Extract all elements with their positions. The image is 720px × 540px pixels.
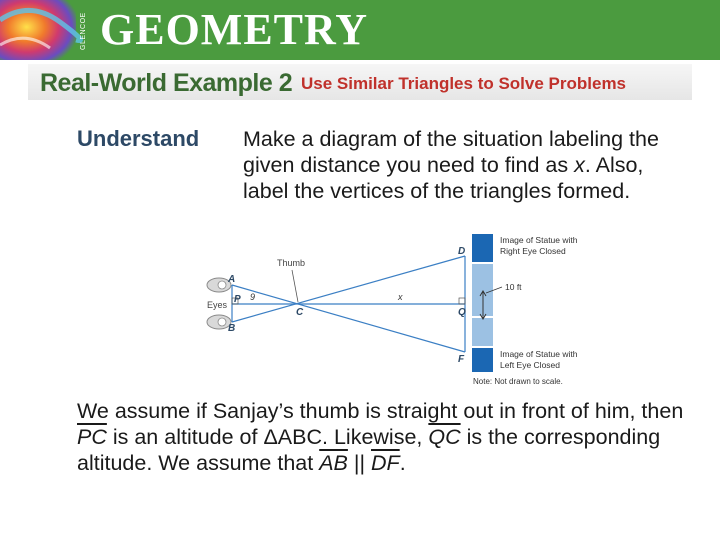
example-label: Real-World Example 2 xyxy=(40,69,293,97)
line-a-to-f xyxy=(232,285,465,352)
example-subtitle: Use Similar Triangles to Solve Problems xyxy=(301,74,627,93)
line-b-to-d xyxy=(232,256,465,322)
segment-ab-text: $\overline{AB}$ xyxy=(319,451,348,475)
diagram-note: Note: Not drawn to scale. xyxy=(473,377,563,386)
right-angle-mark-q xyxy=(459,298,465,304)
segment-qc: $\overline{QC}$ xyxy=(428,425,461,449)
step-text-part: . Also, label the vertices of the triangles formed. xyxy=(243,153,644,203)
vertex-p-label: P xyxy=(234,294,241,305)
conclusion-part: is the corresponding altitude. We assume that xyxy=(77,425,661,475)
thumb-distance-label: 9 xyxy=(250,292,256,302)
example-banner xyxy=(28,64,692,100)
conclusion-part: is an altitude of ΔABC. Likewise, xyxy=(106,425,429,449)
statue-left-caption-line2: Left Eye Closed xyxy=(500,360,561,370)
book-title: GEOMETRY xyxy=(100,5,369,54)
vertex-d-label: D xyxy=(458,246,466,257)
similar-triangles-diagram xyxy=(200,228,600,392)
parallel-symbol: || xyxy=(347,451,372,475)
thumb-pointer xyxy=(292,270,298,302)
conclusion-text xyxy=(77,398,687,476)
header-bar xyxy=(0,0,720,60)
vertex-c-label: C xyxy=(296,307,304,318)
vertex-a-label: A xyxy=(228,274,236,285)
statue-left-caption-line1: Image of Statue with xyxy=(500,349,578,359)
statue-image-bottom xyxy=(472,348,493,372)
step-text xyxy=(243,126,683,204)
vertex-b-label: B xyxy=(228,323,236,334)
conclusion-part: We assume if Sanjay’s thumb is straight out in front of him, then xyxy=(77,399,684,423)
unknown-distance-label: x xyxy=(398,292,403,302)
thumb-label: Thumb xyxy=(277,258,306,268)
statue-right-caption-line2: Right Eye Closed xyxy=(500,246,566,256)
statue-image-top xyxy=(472,234,493,262)
publisher-logo-text: GLENCOE xyxy=(80,12,87,50)
step-text-part: Make a diagram of the situation labeling the given distance you need to find as xyxy=(243,127,659,177)
eyes-label: Eyes xyxy=(207,300,228,310)
statue-right-caption-line1: Image of Statue with xyxy=(500,235,578,245)
step-variable: x xyxy=(574,153,585,177)
height-label: 10 ft xyxy=(505,282,522,292)
vertex-f-label: F xyxy=(458,354,465,365)
step-label: Understand xyxy=(77,126,200,151)
vertex-q-label: Q xyxy=(458,307,466,318)
conclusion-part: . xyxy=(399,451,406,475)
header-swirl-logo xyxy=(0,0,90,60)
segment-pc: $\overline{PC}$ xyxy=(77,425,107,449)
segment-df-text: $\overline{DF}$ xyxy=(371,451,400,475)
statue-image-mid-bottom xyxy=(472,318,493,346)
